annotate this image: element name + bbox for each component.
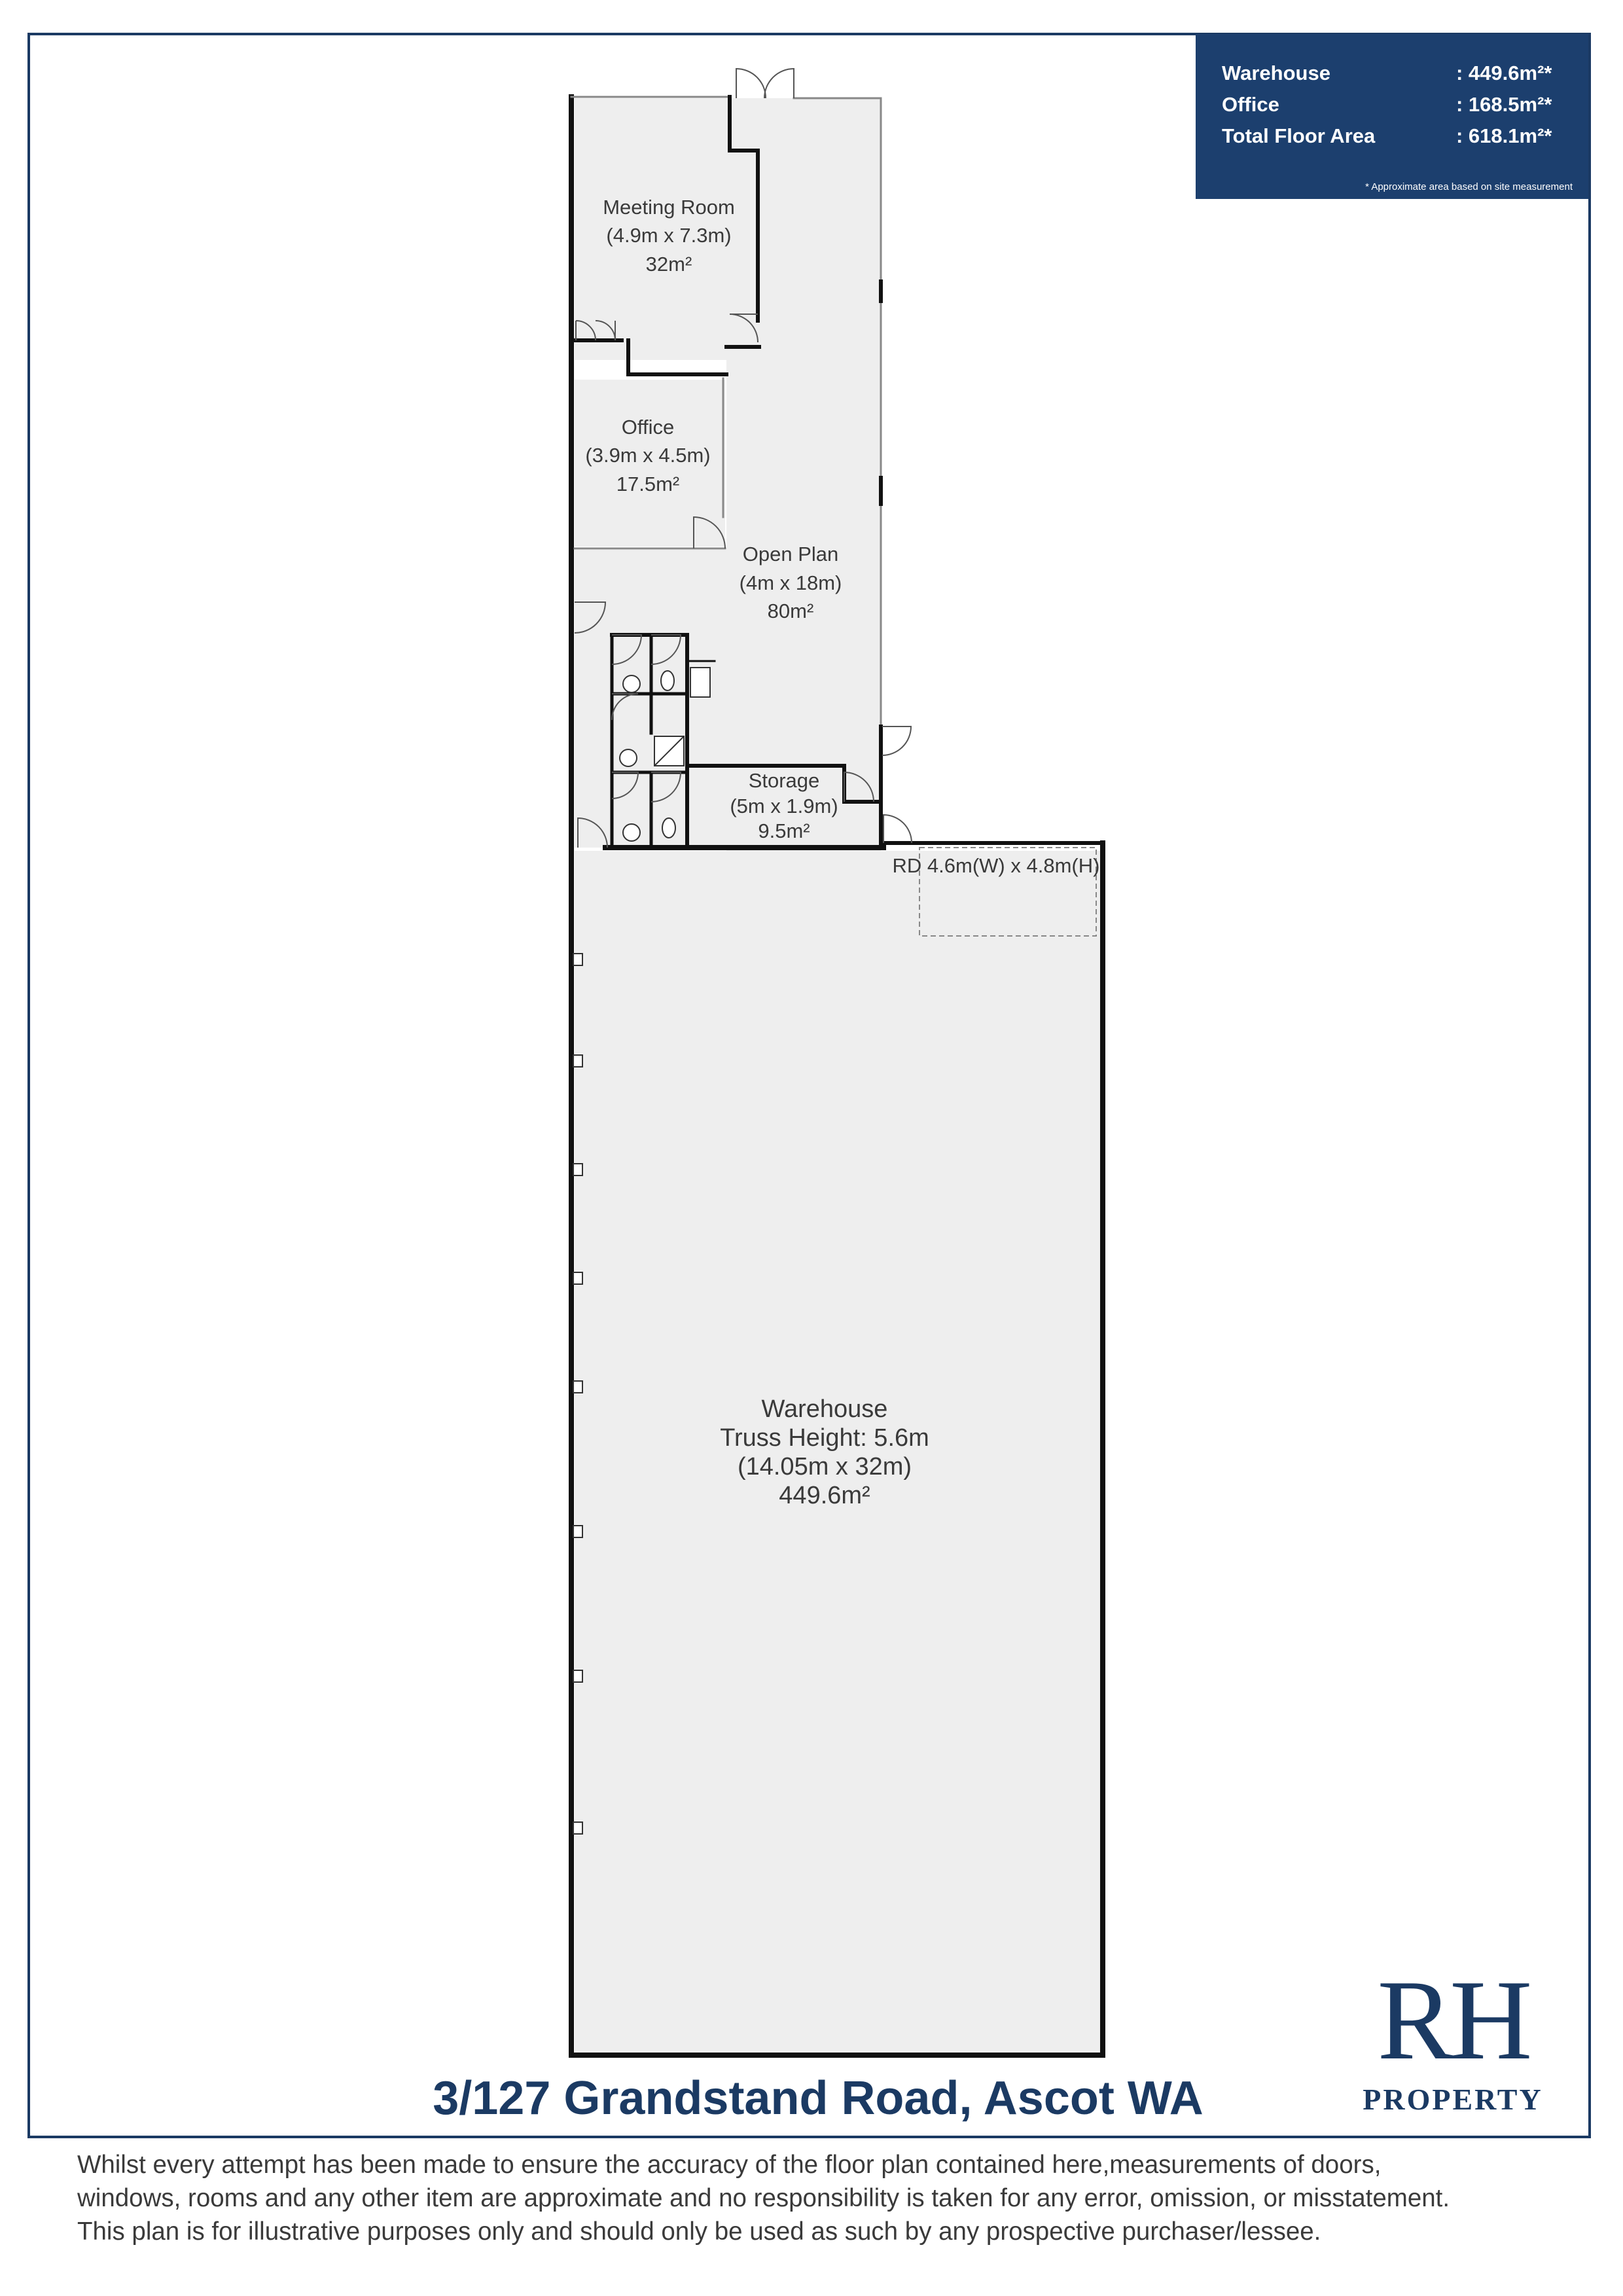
area-label: Warehouse (1222, 62, 1330, 84)
area-row-warehouse (1222, 58, 1562, 89)
area-row-office (1222, 89, 1562, 120)
column-icon (573, 1822, 582, 1834)
area-row-total (1222, 120, 1562, 152)
area-value: : 449.6m²* (1456, 62, 1552, 84)
open-plan-dims: (4m x 18m) (739, 571, 842, 594)
storage-dims: (5m x 1.9m) (730, 795, 838, 817)
column-icon (573, 1164, 582, 1175)
area-footnote: * Approximate area based on site measurement (1365, 181, 1573, 192)
floor-fills (575, 98, 1105, 2055)
area-label: Total Floor Area (1222, 124, 1376, 147)
office-name: Office (621, 416, 675, 439)
roller-door-label: RD 4.6m(W) x 4.8m(H) (892, 854, 1100, 877)
column-icon (573, 1526, 582, 1537)
area-summary-panel (1196, 34, 1588, 199)
storage-area: 9.5m² (758, 819, 810, 842)
column-icon (573, 1381, 582, 1393)
disclaimer-text (77, 2148, 1582, 2248)
meeting-room-name: Meeting Room (603, 196, 735, 219)
area-value: : 618.1m²* (1456, 124, 1552, 147)
column-icon (573, 1272, 582, 1284)
disclaimer-line: This plan is for illustrative purposes only and should only be used as such by any prospective purchaser/lessee. (77, 2217, 1321, 2246)
rh-property-logo (1329, 1957, 1577, 2121)
disclaimer-line: Whilst every attempt has been made to ensure the accuracy of the floor plan contained here,measurements of doors, (77, 2151, 1382, 2179)
east-door-swing (882, 726, 911, 755)
toilet-icon (661, 671, 674, 691)
warehouse-dims: (14.05m x 32m) (737, 1453, 912, 1480)
shower-icon (654, 736, 684, 766)
column-icon (573, 1055, 582, 1067)
logo-monogram: RH (1377, 1957, 1529, 2083)
meeting-room-dims: (4.9m x 7.3m) (606, 224, 732, 247)
front-door-swing-left (736, 69, 766, 98)
basin-icon (623, 824, 640, 841)
meeting-room-area: 32m² (645, 253, 692, 276)
logo-wordmark: PROPERTY (1363, 2083, 1543, 2116)
column-icon (573, 954, 582, 965)
basin-icon (620, 749, 637, 766)
column-icon (573, 1670, 582, 1682)
office-area: 17.5m² (616, 473, 680, 495)
warehouse-truss: Truss Height: 5.6m (720, 1424, 929, 1452)
kitchen-sink-icon (690, 668, 710, 697)
property-address: 3/127 Grandstand Road, Ascot WA (433, 2072, 1204, 2125)
toilet-icon (662, 818, 675, 838)
front-door-swing-right (764, 69, 794, 98)
open-plan-area: 80m² (767, 600, 814, 622)
area-value: : 168.5m²* (1456, 93, 1552, 116)
office-dims: (3.9m x 4.5m) (585, 444, 711, 467)
warehouse-east-door-swing (883, 815, 912, 843)
area-label: Office (1222, 93, 1279, 116)
disclaimer-line: windows, rooms and any other item are approximate and no responsibility is taken for any error, omission, or misstatement. (77, 2184, 1450, 2212)
basin-icon (623, 675, 640, 692)
warehouse-area: 449.6m² (779, 1482, 870, 1509)
open-plan-name: Open Plan (742, 543, 839, 565)
warehouse-name: Warehouse (761, 1395, 888, 1423)
storage-name: Storage (748, 769, 820, 792)
